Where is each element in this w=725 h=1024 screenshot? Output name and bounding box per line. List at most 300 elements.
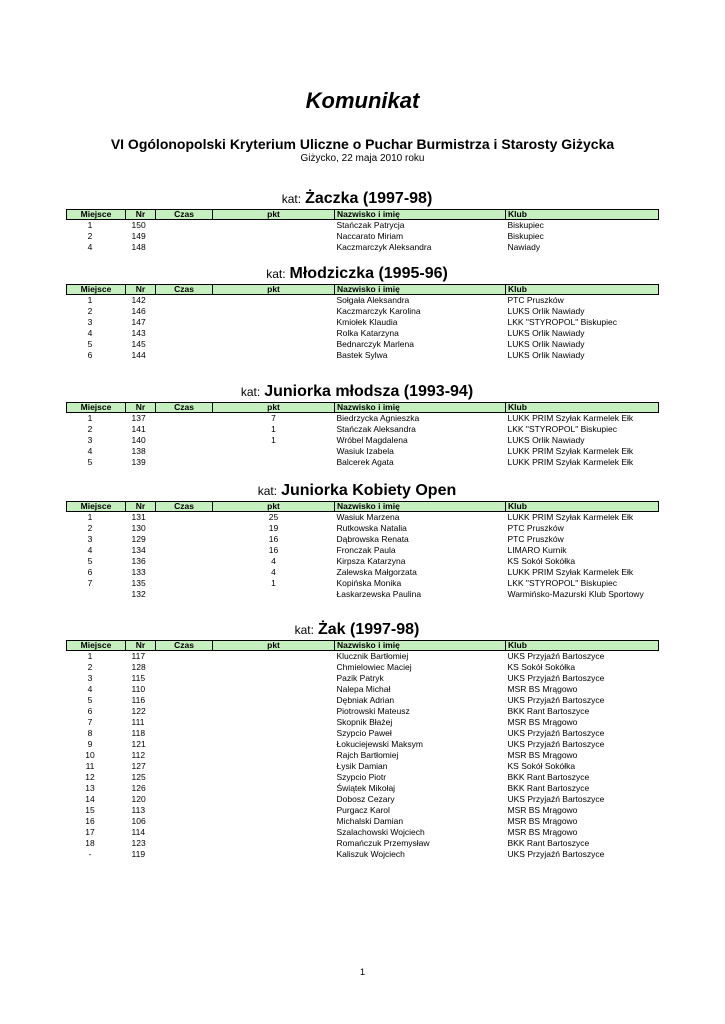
cell-name: Michalski Damian [336, 816, 404, 826]
cell-club: PTC Pruszków [507, 523, 564, 533]
column-header-nr: Nr [126, 641, 156, 651]
cell-pkt: 7 [271, 413, 276, 423]
cell-name: Kmiołek Klaudia [336, 317, 398, 327]
cell-nr: 144 [131, 350, 146, 360]
cell-pkt: 1 [271, 424, 276, 434]
column-header-czas: Czas [156, 641, 213, 651]
cell-club: BKK Rant Bartoszyce [507, 706, 590, 716]
category-name: Żaczka (1997-98) [305, 190, 433, 207]
cell-pkt: 25 [268, 512, 279, 522]
cell-club: LIMARO Kurnik [507, 545, 567, 555]
column-header-miejsce: Miejsce [67, 210, 126, 220]
cell-pkt [213, 317, 335, 328]
table-row [67, 750, 659, 761]
cell-pkt [213, 772, 335, 783]
category-heading [66, 264, 648, 284]
cell-czas [156, 651, 213, 663]
cell-pkt [213, 662, 335, 673]
cell-miejsce: 2 [87, 424, 93, 434]
cell-nr: 106 [131, 816, 146, 826]
cell-club: LKK "STYROPOL" Biskupiec [507, 578, 617, 588]
column-header-pkt: pkt [213, 502, 335, 512]
table-header-row [67, 210, 659, 220]
cell-czas [156, 838, 213, 849]
cell-club: MSR BS Mrągowo [507, 816, 578, 826]
cell-club: Warmińsko-Mazurski Klub Sportowy [507, 589, 644, 599]
cell-pkt [213, 673, 335, 684]
cell-nr: 116 [131, 695, 146, 705]
cell-czas [156, 805, 213, 816]
cell-club: Biskupiec [507, 220, 544, 230]
cell-czas [156, 706, 213, 717]
cell-czas [156, 567, 213, 578]
cell-miejsce: 1 [87, 295, 93, 305]
cell-miejsce: 15 [85, 805, 95, 815]
cell-czas [156, 512, 213, 524]
cell-czas [156, 317, 213, 328]
cell-miejsce: 18 [85, 838, 95, 848]
cell-nr: 122 [131, 706, 146, 716]
cell-nr: 123 [131, 838, 146, 848]
cell-miejsce: 3 [87, 673, 93, 683]
table-row [67, 567, 659, 578]
category-section [66, 189, 648, 253]
category-prefix: kat: [240, 385, 261, 399]
table-row [67, 684, 659, 695]
cell-name: Rolka Katarzyna [336, 328, 399, 338]
cell-miejsce: 1 [87, 512, 93, 522]
cell-pkt [213, 717, 335, 728]
cell-nr: 141 [131, 424, 146, 434]
column-header-club: Klub [506, 285, 659, 295]
cell-czas [156, 794, 213, 805]
cell-miejsce: 6 [87, 350, 93, 360]
category-prefix: kat: [294, 623, 314, 637]
cell-club: LUKS Orlik Nawiady [507, 435, 585, 445]
table-row [67, 413, 659, 425]
table-row [67, 339, 659, 350]
cell-nr: 119 [131, 849, 146, 859]
cell-name: Naccarato Miriam [336, 231, 404, 241]
cell-miejsce: - [88, 849, 92, 859]
cell-nr: 113 [131, 805, 146, 815]
cell-czas [156, 446, 213, 457]
table-row [67, 220, 659, 232]
cell-pkt [213, 220, 335, 232]
cell-club: UKS Przyjaźń Bartoszyce [507, 739, 605, 749]
column-header-pkt: pkt [213, 285, 335, 295]
cell-czas [156, 545, 213, 556]
table-row [67, 816, 659, 827]
table-row [67, 435, 659, 446]
cell-miejsce: 1 [87, 220, 93, 230]
cell-nr: 146 [131, 306, 146, 316]
document-date: Giżycko, 22 maja 2010 roku [300, 153, 425, 164]
cell-pkt [213, 849, 335, 860]
cell-czas [156, 761, 213, 772]
cell-nr: 112 [131, 750, 146, 760]
table-row [67, 805, 659, 816]
cell-club: Biskupiec [507, 231, 544, 241]
column-header-name: Nazwisko i imię [335, 641, 506, 651]
cell-name: Dobosz Cezary [336, 794, 395, 804]
table-row [67, 717, 659, 728]
cell-club: UKS Przyjaźń Bartoszyce [507, 794, 605, 804]
cell-pkt: 4 [271, 567, 276, 577]
cell-nr: 145 [131, 339, 146, 349]
cell-name: Biedrzycka Agnieszka [336, 413, 420, 423]
cell-pkt [213, 651, 335, 663]
table-row [67, 673, 659, 684]
cell-nr: 136 [131, 556, 146, 566]
cell-pkt: 1 [271, 435, 276, 445]
cell-pkt [213, 739, 335, 750]
cell-czas [156, 578, 213, 589]
column-header-czas: Czas [156, 403, 213, 413]
cell-name: Stańczak Patrycja [336, 220, 405, 230]
cell-club: MSR BS Mrągowo [507, 717, 578, 727]
column-header-club: Klub [506, 403, 659, 413]
cell-czas [156, 231, 213, 242]
cell-name: Zalewska Małgorzata [336, 567, 417, 577]
cell-pkt [213, 750, 335, 761]
cell-miejsce: 6 [87, 706, 93, 716]
column-header-nr: Nr [126, 285, 156, 295]
cell-name: Szypcio Piotr [336, 772, 387, 782]
cell-nr: 130 [131, 523, 146, 533]
table-row [67, 534, 659, 545]
cell-nr: 148 [131, 242, 146, 252]
column-header-name: Nazwisko i imię [335, 285, 506, 295]
cell-club: LUKS Orlik Nawiady [507, 339, 585, 349]
cell-czas [156, 523, 213, 534]
cell-nr: 125 [131, 772, 146, 782]
cell-czas [156, 350, 213, 361]
cell-nr: 132 [131, 589, 146, 599]
cell-pkt [213, 794, 335, 805]
cell-pkt [213, 306, 335, 317]
cell-pkt [213, 695, 335, 706]
column-header-pkt: pkt [213, 403, 335, 413]
cell-nr: 150 [131, 220, 146, 230]
table-row [67, 512, 659, 524]
column-header-miejsce: Miejsce [67, 502, 126, 512]
cell-miejsce: 5 [87, 339, 93, 349]
category-section [66, 264, 648, 361]
table-header-row [67, 502, 659, 512]
cell-czas [156, 673, 213, 684]
cell-club: BKK Rant Bartoszyce [507, 838, 590, 848]
cell-name: Sołgała Aleksandra [336, 295, 410, 305]
cell-miejsce: 2 [87, 231, 93, 241]
column-header-pkt: pkt [213, 641, 335, 651]
column-header-club: Klub [506, 210, 659, 220]
cell-miejsce: 2 [87, 306, 93, 316]
cell-club: LUKS Orlik Nawiady [507, 306, 585, 316]
cell-club: MSR BS Mrągowo [507, 805, 578, 815]
column-header-nr: Nr [126, 403, 156, 413]
column-header-name: Nazwisko i imię [335, 403, 506, 413]
cell-miejsce: 4 [87, 545, 93, 555]
document-title: Komunikat [305, 88, 420, 113]
category-heading [66, 189, 648, 209]
cell-czas [156, 717, 213, 728]
cell-pkt: 19 [268, 523, 279, 533]
cell-club: MSR BS Mrągowo [507, 684, 578, 694]
table-row [67, 556, 659, 567]
column-header-miejsce: Miejsce [67, 403, 126, 413]
category-name: Żak (1997-98) [317, 621, 420, 638]
cell-nr: 131 [131, 512, 146, 522]
cell-pkt [213, 838, 335, 849]
cell-nr: 114 [131, 827, 146, 837]
table-row [67, 695, 659, 706]
table-row [67, 838, 659, 849]
cell-name: Chmielowiec Maciej [336, 662, 412, 672]
table-row [67, 231, 659, 242]
cell-nr: 128 [131, 662, 146, 672]
cell-name: Pazik Patryk [336, 673, 384, 683]
cell-name: Bednarczyk Marlena [336, 339, 414, 349]
cell-nr: 129 [131, 534, 146, 544]
column-header-czas: Czas [156, 285, 213, 295]
cell-pkt [213, 457, 335, 468]
table-row [67, 242, 659, 253]
table-row [67, 317, 659, 328]
cell-nr: 111 [131, 717, 145, 727]
table-row [67, 827, 659, 838]
table-row [67, 350, 659, 361]
cell-name: Świątek Mikołaj [336, 783, 396, 793]
cell-miejsce: 5 [87, 695, 93, 705]
cell-miejsce: 6 [87, 567, 93, 577]
cell-miejsce: 2 [87, 523, 93, 533]
cell-czas [156, 556, 213, 567]
cell-czas [156, 772, 213, 783]
cell-miejsce: 1 [87, 651, 93, 661]
cell-czas [156, 695, 213, 706]
cell-pkt [213, 242, 335, 253]
cell-club: Nawiady [507, 242, 541, 252]
cell-czas [156, 339, 213, 350]
cell-pkt [213, 805, 335, 816]
table-row [67, 783, 659, 794]
column-header-miejsce: Miejsce [67, 285, 126, 295]
cell-miejsce: 7 [87, 717, 93, 727]
cell-czas [156, 534, 213, 545]
cell-czas [156, 424, 213, 435]
cell-name: Kaczmarczyk Aleksandra [336, 242, 432, 252]
cell-name: Kirpsza Katarzyna [336, 556, 406, 566]
cell-czas [156, 242, 213, 253]
cell-name: Kaliszuk Wojciech [336, 849, 405, 859]
results-table [66, 402, 659, 468]
category-section [66, 481, 648, 600]
cell-club: KS Sokół Sokółka [507, 761, 576, 771]
cell-czas [156, 750, 213, 761]
cell-czas [156, 328, 213, 339]
page-number: 1 [359, 967, 365, 977]
cell-miejsce: 3 [87, 534, 93, 544]
cell-pkt: 16 [268, 534, 279, 544]
cell-czas [156, 684, 213, 695]
cell-club: LUKK PRIM Szyłak Karmelek Ełk [507, 512, 634, 522]
category-name: Młodziczka (1995-96) [289, 265, 448, 282]
column-header-pkt: pkt [213, 210, 335, 220]
cell-miejsce: 5 [87, 457, 93, 467]
table-row [67, 523, 659, 534]
cell-miejsce: 4 [87, 446, 93, 456]
cell-nr: 140 [131, 435, 146, 445]
cell-miejsce: 3 [87, 317, 93, 327]
cell-czas [156, 220, 213, 232]
cell-czas [156, 457, 213, 468]
cell-club: LUKK PRIM Szyłak Karmelek Ełk [507, 446, 634, 456]
cell-miejsce: 5 [87, 556, 93, 566]
cell-miejsce: 16 [85, 816, 95, 826]
cell-name: Skopnik Błażej [336, 717, 393, 727]
column-header-nr: Nr [126, 502, 156, 512]
cell-name: Kopińska Monika [336, 578, 402, 588]
table-row [67, 424, 659, 435]
cell-club: UKS Przyjaźń Bartoszyce [507, 673, 605, 683]
column-header-czas: Czas [156, 502, 213, 512]
cell-name: Purgacz Karol [336, 805, 390, 815]
cell-miejsce: 14 [85, 794, 95, 804]
cell-name: Szypcio Paweł [336, 728, 392, 738]
cell-miejsce: 7 [87, 578, 93, 588]
table-row [67, 578, 659, 589]
cell-club: MSR BS Mrągowo [507, 750, 578, 760]
category-name: Juniorka Kobiety Open [281, 482, 457, 499]
cell-club: BKK Rant Bartoszyce [507, 783, 590, 793]
cell-name: Kaczmarczyk Karolina [336, 306, 421, 316]
cell-club: KS Sokół Sokółka [507, 662, 576, 672]
cell-miejsce: 2 [87, 662, 93, 672]
cell-nr: 149 [131, 231, 146, 241]
column-header-nr: Nr [126, 210, 156, 220]
cell-club: LKK "STYROPOL" Biskupiec [507, 317, 617, 327]
cell-club: UKS Przyjaźń Bartoszyce [507, 695, 605, 705]
category-prefix: kat: [257, 484, 278, 498]
category-heading [66, 620, 648, 640]
cell-name: Wróbel Magdalena [336, 435, 408, 445]
cell-pkt [213, 328, 335, 339]
cell-nr: 110 [131, 684, 146, 694]
cell-club: LUKK PRIM Szyłak Karmelek Ełk [507, 413, 634, 423]
table-row [67, 662, 659, 673]
table-row [67, 706, 659, 717]
cell-nr: 117 [131, 651, 146, 661]
cell-pkt [213, 684, 335, 695]
cell-pkt: 16 [268, 545, 279, 555]
cell-czas [156, 413, 213, 425]
cell-nr: 139 [131, 457, 146, 467]
cell-pkt [213, 706, 335, 717]
cell-pkt [213, 816, 335, 827]
cell-nr: 142 [131, 295, 146, 305]
cell-miejsce: 3 [87, 435, 93, 445]
table-header-row [67, 641, 659, 651]
cell-club: PTC Pruszków [507, 295, 564, 305]
table-row [67, 794, 659, 805]
cell-name: Wasiuk Izabela [336, 446, 394, 456]
cell-club: LUKS Orlik Nawiady [507, 328, 585, 338]
cell-nr: 143 [131, 328, 146, 338]
cell-club: UKS Przyjaźń Bartoszyce [507, 849, 605, 859]
cell-pkt [213, 446, 335, 457]
cell-nr: 135 [131, 578, 146, 588]
cell-pkt [213, 783, 335, 794]
cell-club: LUKK PRIM Szyłak Karmelek Ełk [507, 567, 634, 577]
cell-nr: 133 [131, 567, 146, 577]
cell-pkt [213, 761, 335, 772]
cell-miejsce: 8 [87, 728, 93, 738]
cell-name: Romańczuk Przemysław [336, 838, 430, 848]
cell-nr: 138 [131, 446, 146, 456]
table-row [67, 295, 659, 307]
cell-club: MSR BS Mrągowo [507, 827, 578, 837]
cell-nr: 126 [131, 783, 146, 793]
table-row [67, 589, 659, 600]
cell-pkt [213, 728, 335, 739]
cell-name: Dębniak Adrian [336, 695, 395, 705]
cell-name: Fronczak Paula [336, 545, 396, 555]
cell-czas [156, 783, 213, 794]
table-header-row [67, 285, 659, 295]
cell-pkt [213, 589, 335, 600]
results-table [66, 209, 659, 253]
cell-miejsce [67, 589, 126, 600]
cell-name: Bastek Sylwa [336, 350, 388, 360]
cell-name: Łysik Damian [336, 761, 388, 771]
cell-pkt [213, 350, 335, 361]
cell-czas [156, 295, 213, 307]
cell-nr: 121 [131, 739, 146, 749]
table-row [67, 328, 659, 339]
table-row [67, 545, 659, 556]
cell-name: Łokuciejewski Maksym [336, 739, 423, 749]
cell-name: Klucznik Bartłomiej [336, 651, 409, 661]
cell-club: LUKK PRIM Szyłak Karmelek Ełk [507, 457, 634, 467]
cell-name: Dąbrowska Renata [336, 534, 409, 544]
table-row [67, 849, 659, 860]
cell-miejsce: 13 [85, 783, 95, 793]
cell-name: Balcerek Agata [336, 457, 394, 467]
cell-pkt [213, 231, 335, 242]
cell-pkt: 1 [271, 578, 276, 588]
cell-name: Rajch Bartłomiej [336, 750, 399, 760]
document-subtitle: VI Ogólonopolski Kryterium Uliczne o Puchar Burmistrza i Starosty Giżycka [110, 136, 615, 152]
cell-czas [156, 849, 213, 860]
results-table [66, 501, 659, 600]
column-header-club: Klub [506, 502, 659, 512]
cell-club: LUKS Orlik Nawiady [507, 350, 585, 360]
cell-club: LKK "STYROPOL" Biskupiec [507, 424, 617, 434]
category-heading [66, 382, 648, 402]
column-header-miejsce: Miejsce [67, 641, 126, 651]
column-header-czas: Czas [156, 210, 213, 220]
cell-name: Wasiuk Marzena [336, 512, 400, 522]
table-row [67, 761, 659, 772]
category-section [66, 382, 648, 468]
results-table [66, 284, 659, 361]
cell-czas [156, 306, 213, 317]
cell-miejsce: 10 [85, 750, 95, 760]
table-row [67, 728, 659, 739]
category-prefix: kat: [281, 192, 302, 206]
cell-name: Rutkowska Natalia [336, 523, 407, 533]
